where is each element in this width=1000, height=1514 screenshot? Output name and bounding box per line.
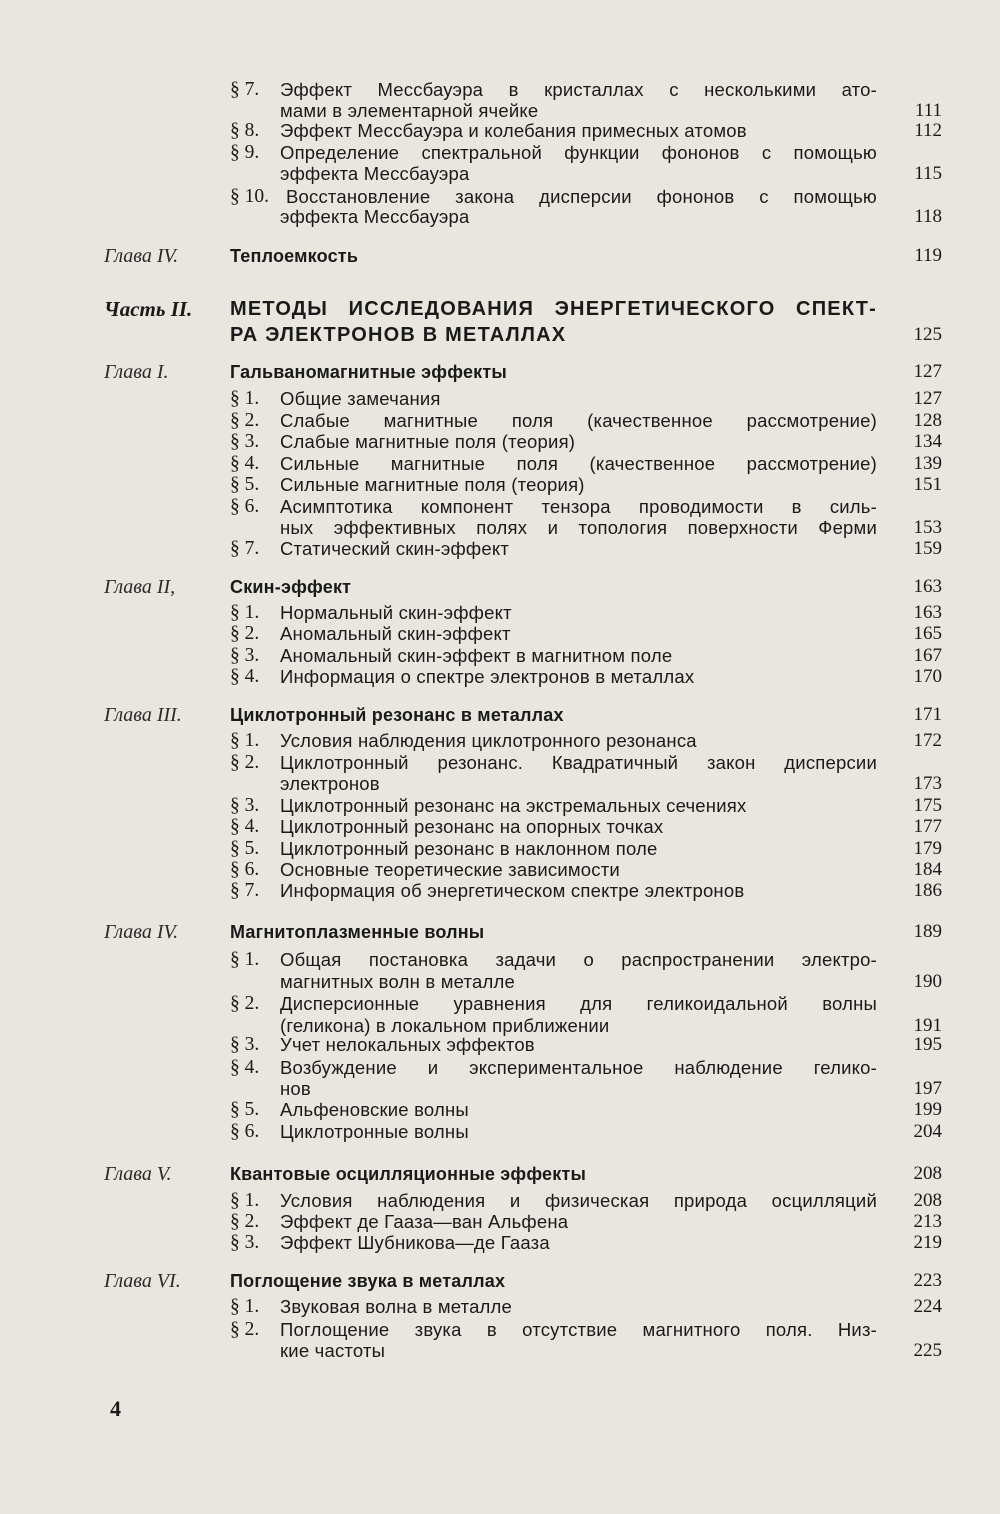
section-title: Звуковая волна в металле <box>280 1296 513 1317</box>
section-number: § 1. <box>230 388 260 409</box>
section-number: § 4. <box>230 666 260 687</box>
section-number: § 1. <box>230 1296 260 1317</box>
page-ref: 204 <box>913 1121 942 1142</box>
section-title: Сильные магнитные поля (качественное рассмотрение) <box>280 453 877 474</box>
page-ref: 213 <box>913 1211 942 1232</box>
section-number: § 2. <box>230 1319 260 1340</box>
section-title: Аномальный скин-эффект в магнитном поле <box>280 645 673 666</box>
section-number: § 4. <box>230 816 260 837</box>
page-ref: 111 <box>914 100 942 121</box>
page-ref: 186 <box>913 880 942 901</box>
page-ref: 190 <box>913 971 942 992</box>
section-title: Восстановление закона дисперсии фононов с помощью <box>286 186 877 207</box>
page-number: 4 <box>110 1396 121 1421</box>
toc-section-row <box>0 992 1000 1016</box>
toc-section-row <box>0 473 1000 497</box>
page-ref: 219 <box>913 1232 942 1253</box>
section-number: § 5. <box>230 474 260 495</box>
toc-part-row <box>0 323 1000 347</box>
section-number: § 6. <box>230 1121 260 1142</box>
toc-section-row <box>0 1120 1000 1144</box>
toc-section-row <box>0 970 1000 994</box>
page-ref: 163 <box>913 602 942 623</box>
page-ref: 208 <box>913 1190 942 1211</box>
section-title: Информация об энергетическом спектре электронов <box>280 880 745 901</box>
section-title: Условия наблюдения и физическая природа осцилляций <box>280 1190 877 1211</box>
section-number: § 2. <box>230 1211 260 1232</box>
toc-section-row <box>0 665 1000 689</box>
toc-part-row <box>0 297 1000 321</box>
toc-section-row <box>0 162 1000 186</box>
section-title: Асимптотика компонент тензора проводимости в силь- <box>280 496 877 517</box>
section-number: § 5. <box>230 1099 260 1120</box>
toc-section-row <box>0 879 1000 903</box>
toc-section-row <box>0 948 1000 972</box>
page-ref: 177 <box>913 816 942 837</box>
section-title: Альфеновские волны <box>280 1099 469 1120</box>
section-title: Определение спектральной функции фононов с помощью <box>280 142 877 163</box>
page-ref: 184 <box>913 859 942 880</box>
toc-section-row <box>0 537 1000 561</box>
section-title: Эффект Мессбауэра и колебания примесных атомов <box>280 120 747 141</box>
page-ref: 173 <box>913 773 942 794</box>
section-title: Статический скин-эффект <box>280 538 509 559</box>
page-ref: 172 <box>913 730 942 751</box>
section-number: § 6. <box>230 496 260 517</box>
section-title: Слабые магнитные поля (качественное рассмотрение) <box>280 410 877 431</box>
section-title: Слабые магнитные поля (теория) <box>280 431 576 452</box>
section-title: Возбуждение и экспериментальное наблюдение гелико- <box>280 1057 877 1078</box>
page-ref: 163 <box>913 576 942 597</box>
page-ref: 171 <box>913 704 942 725</box>
section-title: Эффект де Гааза—ван Альфена <box>280 1211 569 1232</box>
section-number: § 2. <box>230 993 260 1014</box>
page-ref: 112 <box>914 120 942 141</box>
toc-section-row <box>0 1098 1000 1122</box>
section-number: § 1. <box>230 602 260 623</box>
chapter-label: Глава IV. <box>104 245 179 267</box>
chapter-label: Глава VI. <box>104 1270 181 1292</box>
section-title: Поглощение звука в отсутствие магнитного поля. Низ- <box>280 1319 877 1340</box>
section-title: Циклотронные волны <box>280 1121 469 1142</box>
section-number: § 8. <box>230 120 260 141</box>
page-ref: 191 <box>913 1015 942 1036</box>
toc-section-row <box>0 430 1000 454</box>
toc-section-row <box>0 119 1000 143</box>
page-ref: 134 <box>913 431 942 452</box>
section-number: § 3. <box>230 1232 260 1253</box>
section-number: § 10. <box>230 186 269 207</box>
chapter-label: Глава III. <box>104 704 182 726</box>
section-title: Учет нелокальных эффектов <box>280 1034 535 1055</box>
toc-section-row <box>0 387 1000 411</box>
section-title: эффекта Мессбауэра <box>280 163 470 184</box>
page-ref: 165 <box>913 623 942 644</box>
page-ref: 199 <box>913 1099 942 1120</box>
part-title: РА ЭЛЕКТРОНОВ В МЕТАЛЛАХ <box>230 324 567 346</box>
section-number: § 7. <box>230 79 260 100</box>
chapter-title: Циклотронный резонанс в металлах <box>230 705 564 725</box>
section-number: § 1. <box>230 730 260 751</box>
page-ref: 224 <box>913 1296 942 1317</box>
toc-section-row <box>0 1339 1000 1363</box>
chapter-label: Глава II, <box>104 576 176 598</box>
section-number: § 3. <box>230 795 260 816</box>
section-title: Эффект Шубникова—де Гааза <box>280 1232 550 1253</box>
section-number: § 5. <box>230 838 260 859</box>
section-title: Информация о спектре электронов в металлах <box>280 666 695 687</box>
section-title: Циклотронный резонанс. Квадратичный закон дисперсии <box>280 752 877 773</box>
section-title: Дисперсионные уравнения для геликоидальной волны <box>280 993 877 1014</box>
section-title: нов <box>280 1078 311 1099</box>
section-number: § 9. <box>230 142 260 163</box>
section-number: § 3. <box>230 645 260 666</box>
toc-section-row <box>0 772 1000 796</box>
page-ref: 127 <box>913 388 942 409</box>
chapter-title: Магнитоплазменные волны <box>230 922 485 942</box>
section-number: § 1. <box>230 949 260 970</box>
chapter-title: Квантовые осцилляционные эффекты <box>230 1164 587 1184</box>
section-title: Циклотронный резонанс в наклонном поле <box>280 838 658 859</box>
section-number: § 3. <box>230 1034 260 1055</box>
section-title: Аномальный скин-эффект <box>280 623 511 644</box>
section-title: электронов <box>280 773 380 794</box>
page-ref: 195 <box>913 1034 942 1055</box>
toc-section-row <box>0 1033 1000 1057</box>
toc-chapter-row <box>0 703 1000 727</box>
section-title: Общие замечания <box>280 388 441 409</box>
chapter-title: Теплоемкость <box>230 246 359 266</box>
page-ref: 115 <box>914 163 942 184</box>
section-title: магнитных волн в металле <box>280 971 515 992</box>
page-ref: 197 <box>913 1078 942 1099</box>
section-title: (геликона) в локальном приближении <box>280 1015 610 1036</box>
page-ref: 118 <box>914 206 942 227</box>
page-ref: 159 <box>913 538 942 559</box>
section-title: Основные теоретические зависимости <box>280 859 620 880</box>
page-ref: 151 <box>913 474 942 495</box>
toc-section-row <box>0 622 1000 646</box>
section-title: Эффект Мессбауэра в кристаллах с несколькими ато- <box>280 79 877 100</box>
page-ref: 179 <box>913 838 942 859</box>
toc-section-row <box>0 729 1000 753</box>
section-title: кие частоты <box>280 1340 386 1361</box>
section-title: эффекта Мессбауэра <box>280 206 470 227</box>
section-title: Общая постановка задачи о распространении электро- <box>280 949 877 970</box>
page-ref: 153 <box>913 517 942 538</box>
page-ref: 119 <box>914 245 942 266</box>
section-number: § 2. <box>230 623 260 644</box>
page-ref: 208 <box>913 1163 942 1184</box>
toc-chapter-row <box>0 1269 1000 1293</box>
section-title: Циклотронный резонанс на опорных точках <box>280 816 664 837</box>
section-title: мами в элементарной ячейке <box>280 100 539 121</box>
page-ref: 189 <box>913 921 942 942</box>
section-title: Нормальный скин-эффект <box>280 602 512 623</box>
section-number: § 4. <box>230 453 260 474</box>
section-number: § 2. <box>230 752 260 773</box>
page-ref: 167 <box>913 645 942 666</box>
section-number: § 2. <box>230 410 260 431</box>
toc-chapter-row <box>0 575 1000 599</box>
section-title: Условия наблюдения циклотронного резонанса <box>280 730 697 751</box>
page-ref: 125 <box>913 324 942 345</box>
chapter-title: Гальваномагнитные эффекты <box>230 362 507 382</box>
section-number: § 6. <box>230 859 260 880</box>
toc-chapter-row <box>0 244 1000 268</box>
page-ref: 170 <box>913 666 942 687</box>
chapter-label: Глава IV. <box>104 921 179 943</box>
section-number: § 7. <box>230 880 260 901</box>
section-number: § 3. <box>230 431 260 452</box>
page-ref: 225 <box>913 1340 942 1361</box>
chapter-label: Глава V. <box>104 1163 172 1185</box>
part-title: МЕТОДЫ ИССЛЕДОВАНИЯ ЭНЕРГЕТИЧЕСКОГО СПЕКТ- <box>230 298 877 320</box>
section-number: § 1. <box>230 1190 260 1211</box>
part-label: Часть II. <box>104 297 193 321</box>
chapter-title: Поглощение звука в металлах <box>230 1271 506 1291</box>
chapter-label: Глава I. <box>104 361 169 383</box>
section-title: ных эффективных полях и топология поверхности Ферми <box>280 517 877 538</box>
section-title: Циклотронный резонанс на экстремальных сечениях <box>280 795 747 816</box>
page-ref: 139 <box>913 453 942 474</box>
chapter-title: Скин-эффект <box>230 577 352 597</box>
toc-section-row <box>0 205 1000 229</box>
section-number: § 4. <box>230 1057 260 1078</box>
toc-section-row <box>0 1295 1000 1319</box>
toc-section-row <box>0 815 1000 839</box>
toc-chapter-row <box>0 1162 1000 1186</box>
section-number: § 7. <box>230 538 260 559</box>
section-title: Сильные магнитные поля (теория) <box>280 474 585 495</box>
toc-chapter-row <box>0 360 1000 384</box>
toc-chapter-row <box>0 920 1000 944</box>
page-ref: 127 <box>913 361 942 382</box>
page-ref: 128 <box>913 410 942 431</box>
page-ref: 223 <box>913 1270 942 1291</box>
toc-section-row <box>0 1231 1000 1255</box>
page-ref: 175 <box>913 795 942 816</box>
